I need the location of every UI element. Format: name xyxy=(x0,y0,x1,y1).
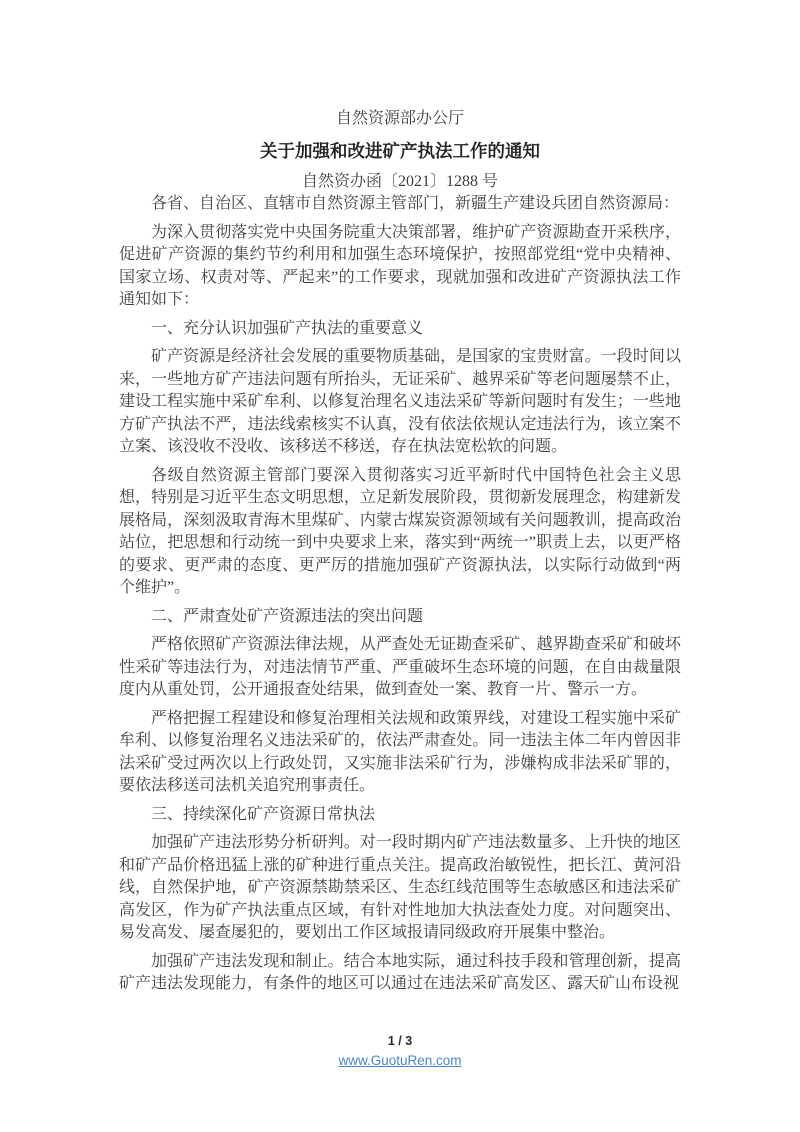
section-3-paragraph-2-truncated: 加强矿产违法发现和制止。结合本地实际，通过科技手段和管理创新，提高矿产违法发现能力，有条件的地区可以通过在违法采矿高发区、露天矿山布设视 xyxy=(119,952,681,992)
section-1-heading: 一、充分认识加强矿产执法的重要意义 xyxy=(151,319,424,337)
document-title: 关于加强和改进矿产执法工作的通知 xyxy=(260,141,540,161)
document-content xyxy=(119,108,681,1002)
section-1-paragraph-2: 各级自然资源主管部门要深入贯彻落实习近平新时代中国特色社会主义思想，特别是习近平生态文明思想，立足新发展阶段，贯彻新发展理念，构建新发展格局，深刻汲取青海木里煤矿、内蒙古煤炭资源领域有关问题教训，提高政治站位，把思想和行动统一到中央要求上来，落实到“两统一”职责上去，以更严格的要求、更严肃的态度、更严厉的措施加强矿产资源执法，以实际行动做到“两个维护”。 xyxy=(119,466,681,596)
page-indicator: 1 / 3 xyxy=(387,1034,413,1048)
intro-paragraph: 为深入贯彻落实党中央国务院重大决策部署，维护矿产资源勘查开采秩序，促进矿产资源的集约节约利用和加强生态环境保护，按照部党组“党中央精神、国家立场、权责对等、严起来”的工作要求，现就加强和改进矿产资源执法工作通知如下： xyxy=(119,223,681,308)
salutation: 各省、自治区、直辖市自然资源主管部门，新疆生产建设兵团自然资源局： xyxy=(151,195,680,212)
section-2-paragraph-1: 严格依照矿产资源法律法规，从严查处无证勘查采矿、越界勘查采矿和破坏性采矿等违法行为，对违法情节严重、严重破坏生态环境的问题，在自由裁量限度内从重处罚，公开通报查处结果，做到查处一案、教育一片、警示一方。 xyxy=(119,636,681,698)
issuing-org: 自然资源部办公厅 xyxy=(335,110,464,127)
section-3-heading: 三、持续深化矿产资源日常执法 xyxy=(151,805,376,823)
website-link[interactable]: www.GuotuRen.com xyxy=(338,1053,462,1068)
section-2-heading: 二、严肃查处矿产资源违法的突出问题 xyxy=(151,607,424,625)
section-1-paragraph-1: 矿产资源是经济社会发展的重要物质基础，是国家的宝贵财富。一段时间以来，一些地方矿产违法问题有所抬头，无证采矿、越界采矿等老问题屡禁不止，建设工程实施中采矿牟利、以修复治理名义违法采矿等新问题时有发生；一些地方矿产执法不严，违法线索核实不认真，没有依法依规认定违法行为，该立案不立案、该没收不没收、该移送不移送，存在执法宽松软的问题。 xyxy=(119,348,681,455)
document-number: 自然资办函〔2021〕1288 号 xyxy=(301,173,498,190)
page-footer xyxy=(0,1033,800,1070)
section-3-paragraph-1: 加强矿产违法形势分析研判。对一段时期内矿产违法数量多、上升快的地区和矿产品价格迅猛上涨的矿种进行重点关注。提高政治敏锐性，把长江、黄河沿线，自然保护地，矿产资源禁勘禁采区、生态红线范围等生态敏感区和违法采矿高发区，作为矿产执法重点区域，有针对性地加大执法查处力度。对问题突出、易发高发、屡查屡犯的，要划出工作区域报请同级政府开展集中整治。 xyxy=(119,834,681,941)
section-2-paragraph-2: 严格把握工程建设和修复治理相关法规和政策界线，对建设工程实施中采矿牟利、以修复治理名义违法采矿的，依法严肃查处。同一违法主体二年内曾因非法采矿受过两次以上行政处罚，又实施非法采矿行为，涉嫌构成非法采矿罪的，要依法移送司法机关追究刑事责任。 xyxy=(119,709,681,794)
